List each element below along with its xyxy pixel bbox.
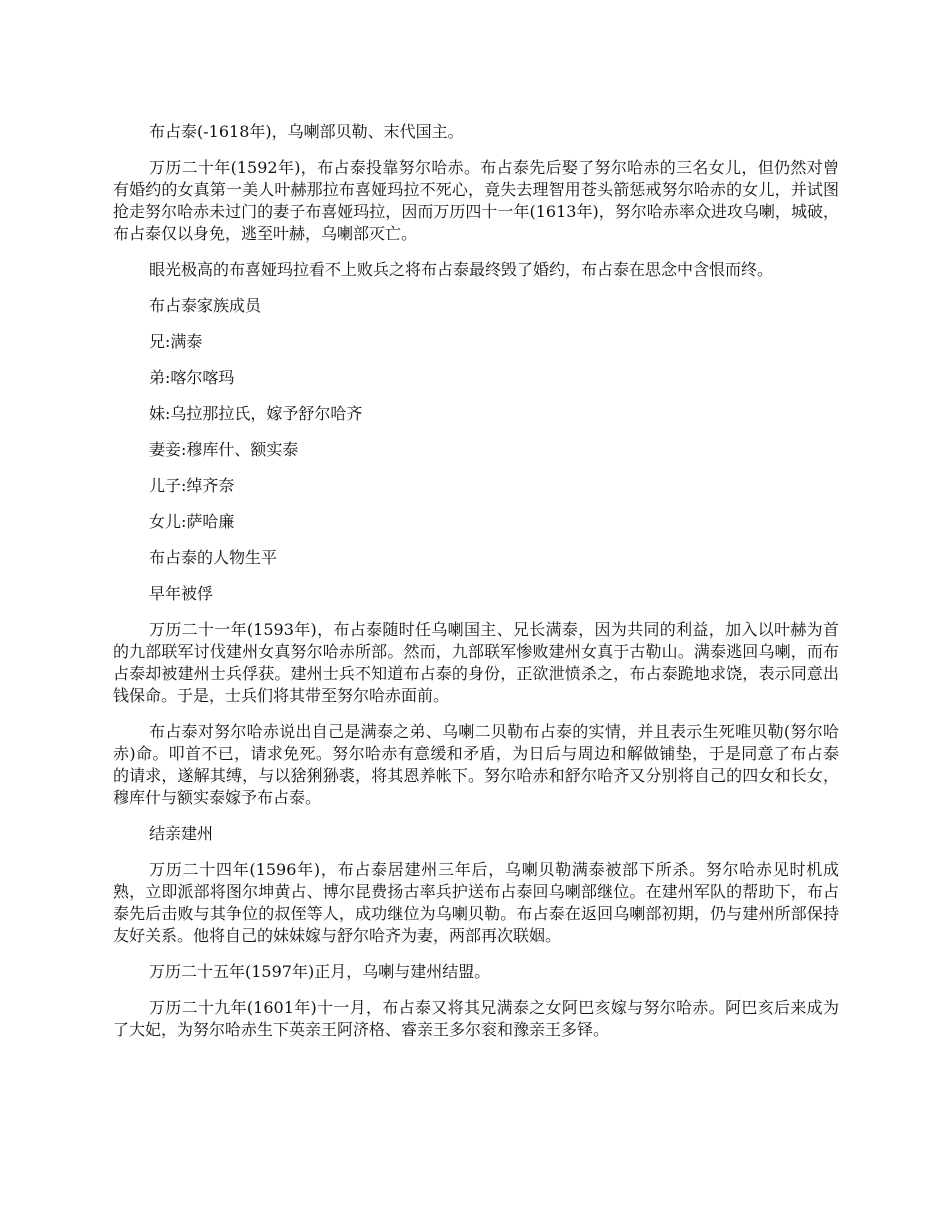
family-son: 儿子:绰齐奈	[149, 476, 235, 495]
paragraph-1596: 万历二十四年(1596年)，布占泰居建州三年后，乌喇贝勒满泰被部下所杀。努尔哈赤见时机成熟，立即派部将图尔坤黄占、博尔昆费扬古率兵护送布占泰回乌喇部继位。在建州军队的帮助下，布占泰先后击败与其争位的叔侄等人，成功继位为乌喇贝勒。布占泰在返回乌喇部初期，仍与建州所部保持友好关系。他将自己的妹妹嫁与舒尔哈齐为妻，两部再次联姻。	[113, 860, 839, 945]
heading-marriage-alliance: 结亲建州	[149, 824, 214, 843]
paragraph-1597: 万历二十五年(1597年)正月，乌喇与建州结盟。	[149, 962, 491, 981]
family-elder-brother: 兄:满泰	[149, 332, 203, 351]
paragraph-pardon: 布占泰对努尔哈赤说出自己是满泰之弟、乌喇二贝勒布占泰的实情，并且表示生死唯贝勒(努尔哈赤)命。叩首不已，请求免死。努尔哈赤有意缓和矛盾，为日后与周边和解做铺垫，于是同意了布占泰的请求，遂解其缚，与以猞猁狲裘，将其恩养帐下。努尔哈赤和舒尔哈齐又分别将自己的四女和长女，穆库什与额实泰嫁予布占泰。	[113, 722, 839, 807]
family-daughter: 女儿:萨哈廉	[149, 512, 235, 531]
family-wives: 妻妾:穆库什、额实泰	[149, 440, 299, 459]
family-sister: 妹:乌拉那拉氏，嫁予舒尔哈齐	[149, 404, 363, 423]
paragraph-1592: 万历二十年(1592年)，布占泰投靠努尔哈赤。布占泰先后娶了努尔哈赤的三名女儿，但仍然对曾有婚约的女真第一美人叶赫那拉布喜娅玛拉不死心，竟失去理智用苍头箭惩戒努尔哈赤的女儿，并试图抢走努尔哈赤未过门的妻子布喜娅玛拉，因而万历四十一年(1613年)，努尔哈赤率众进攻乌喇，城破，布占泰仅以身免，逃至叶赫，乌喇部灭亡。	[113, 158, 839, 243]
paragraph-1601: 万历二十九年(1601年)十一月，布占泰又将其兄满泰之女阿巴亥嫁与努尔哈赤。阿巴亥后来成为了大妃，为努尔哈赤生下英亲王阿济格、睿亲王多尔衮和豫亲王多铎。	[113, 998, 839, 1039]
heading-family-members: 布占泰家族成员	[149, 296, 262, 315]
family-younger-brother: 弟:喀尔喀玛	[149, 368, 235, 387]
document-body	[113, 121, 839, 1055]
heading-early-capture: 早年被俘	[149, 584, 214, 603]
intro-paragraph: 布占泰(-1618年)，乌喇部贝勒、末代国主。	[149, 122, 464, 141]
paragraph-1593: 万历二十一年(1593年)，布占泰随时任乌喇国主、兄长满泰，因为共同的利益，加入以叶赫为首的九部联军讨伐建州女真努尔哈赤所部。然而，九部联军惨败建州女真于古勒山。满泰逃回乌喇，而布占泰却被建州士兵俘获。建州士兵不知道布占泰的身份，正欲泄愤杀之，布占泰跪地求饶，表示同意出钱保命。于是，士兵们将其带至努尔哈赤面前。	[113, 620, 839, 705]
heading-biography: 布占泰的人物生平	[149, 548, 278, 567]
paragraph-broken-engagement: 眼光极高的布喜娅玛拉看不上败兵之将布占泰最终毁了婚约，布占泰在思念中含恨而终。	[149, 260, 774, 279]
